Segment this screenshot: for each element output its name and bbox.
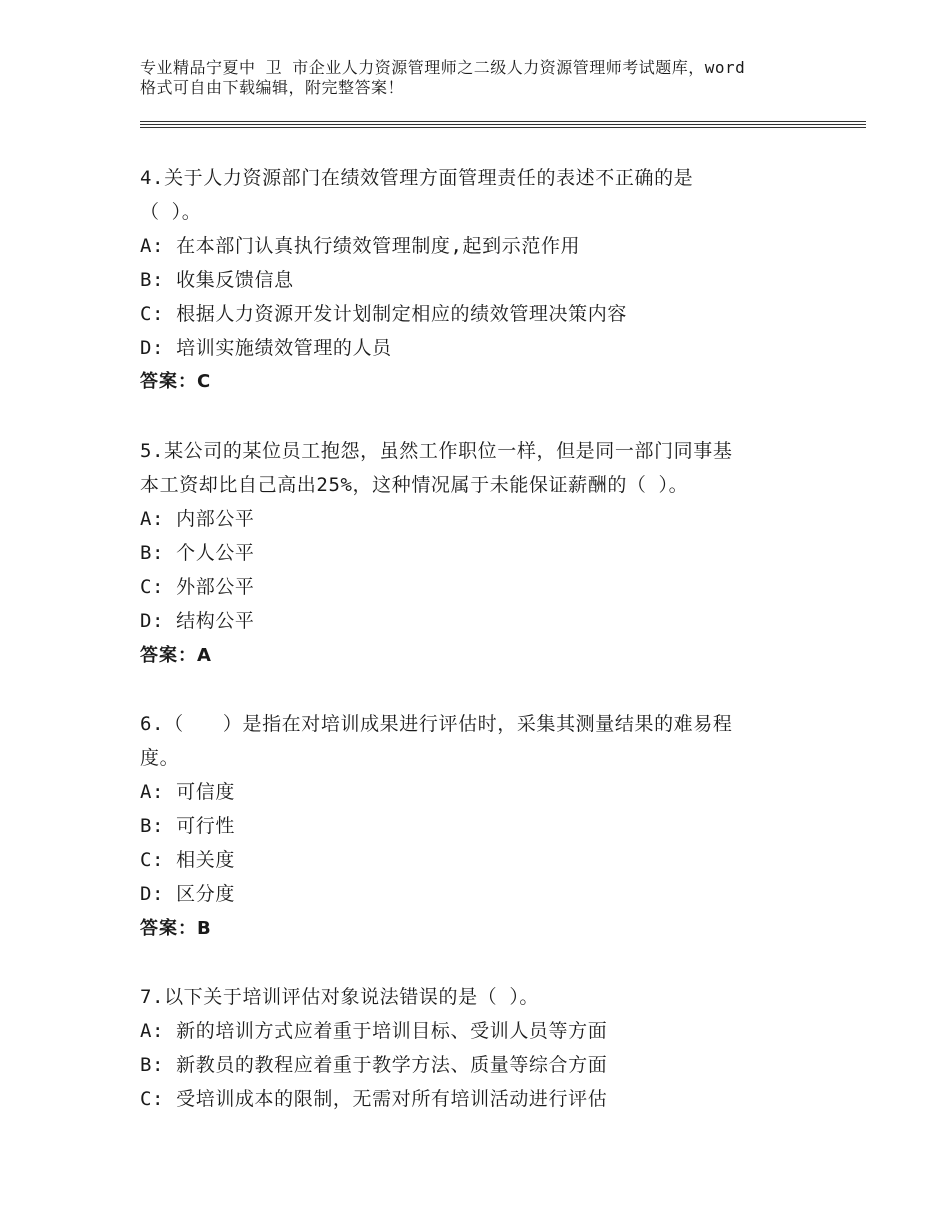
question-5-option-c: C: 外部公平: [140, 576, 255, 598]
header-divider-middle: [140, 124, 866, 125]
question-5-stem-line-2: 本工资却比自己高出25%，这种情况属于未能保证薪酬的（ ）。: [140, 474, 689, 496]
header-line-2: 格式可自由下载编辑，附完整答案！: [140, 78, 405, 97]
question-6-option-a: A: 可信度: [140, 781, 235, 803]
question-7-option-a: A: 新的培训方式应着重于培训目标、受训人员等方面: [140, 1020, 608, 1042]
question-4-option-a: A: 在本部门认真执行绩效管理制度,起到示范作用: [140, 235, 581, 257]
question-5-option-a: A: 内部公平: [140, 508, 255, 530]
question-4-option-d: D: 培训实施绩效管理的人员: [140, 337, 392, 359]
question-6-option-b: B: 可行性: [140, 815, 235, 837]
question-7-option-c: C: 受培训成本的限制，无需对所有培训活动进行评估: [140, 1088, 608, 1110]
header-line-1: 专业精品宁夏中 卫 市企业人力资源管理师之二级人力资源管理师考试题库，word: [140, 58, 746, 77]
question-5-option-b: B: 个人公平: [140, 542, 255, 564]
question-4-answer: 答案：C: [140, 371, 212, 392]
question-6-option-d: D: 区分度: [140, 883, 235, 905]
question-4-stem-line-2: （ ）。: [140, 201, 202, 223]
question-7-stem-line-1: 7.以下关于培训评估对象说法错误的是（ ）。: [140, 986, 540, 1008]
question-4-option-c: C: 根据人力资源开发计划制定相应的绩效管理决策内容: [140, 303, 627, 325]
question-6-stem-line-1: 6.（ ）是指在对培训成果进行评估时，采集其测量结果的难易程: [140, 713, 733, 735]
question-5-answer: 答案：A: [140, 645, 212, 666]
question-4-option-b: B: 收集反馈信息: [140, 269, 294, 291]
question-4-stem-line-1: 4.关于人力资源部门在绩效管理方面管理责任的表述不正确的是: [140, 167, 694, 189]
question-6-stem-line-2: 度。: [140, 747, 180, 769]
question-5-option-d: D: 结构公平: [140, 610, 255, 632]
question-6-option-c: C: 相关度: [140, 849, 235, 871]
question-5-stem-line-1: 5.某公司的某位员工抱怨，虽然工作职位一样，但是同一部门同事基: [140, 440, 733, 462]
question-7-option-b: B: 新教员的教程应着重于教学方法、质量等综合方面: [140, 1054, 608, 1076]
header-divider-bottom: [140, 127, 866, 128]
question-6-answer: 答案：B: [140, 918, 212, 939]
document-header: [140, 58, 840, 98]
header-divider-top: [140, 121, 866, 122]
